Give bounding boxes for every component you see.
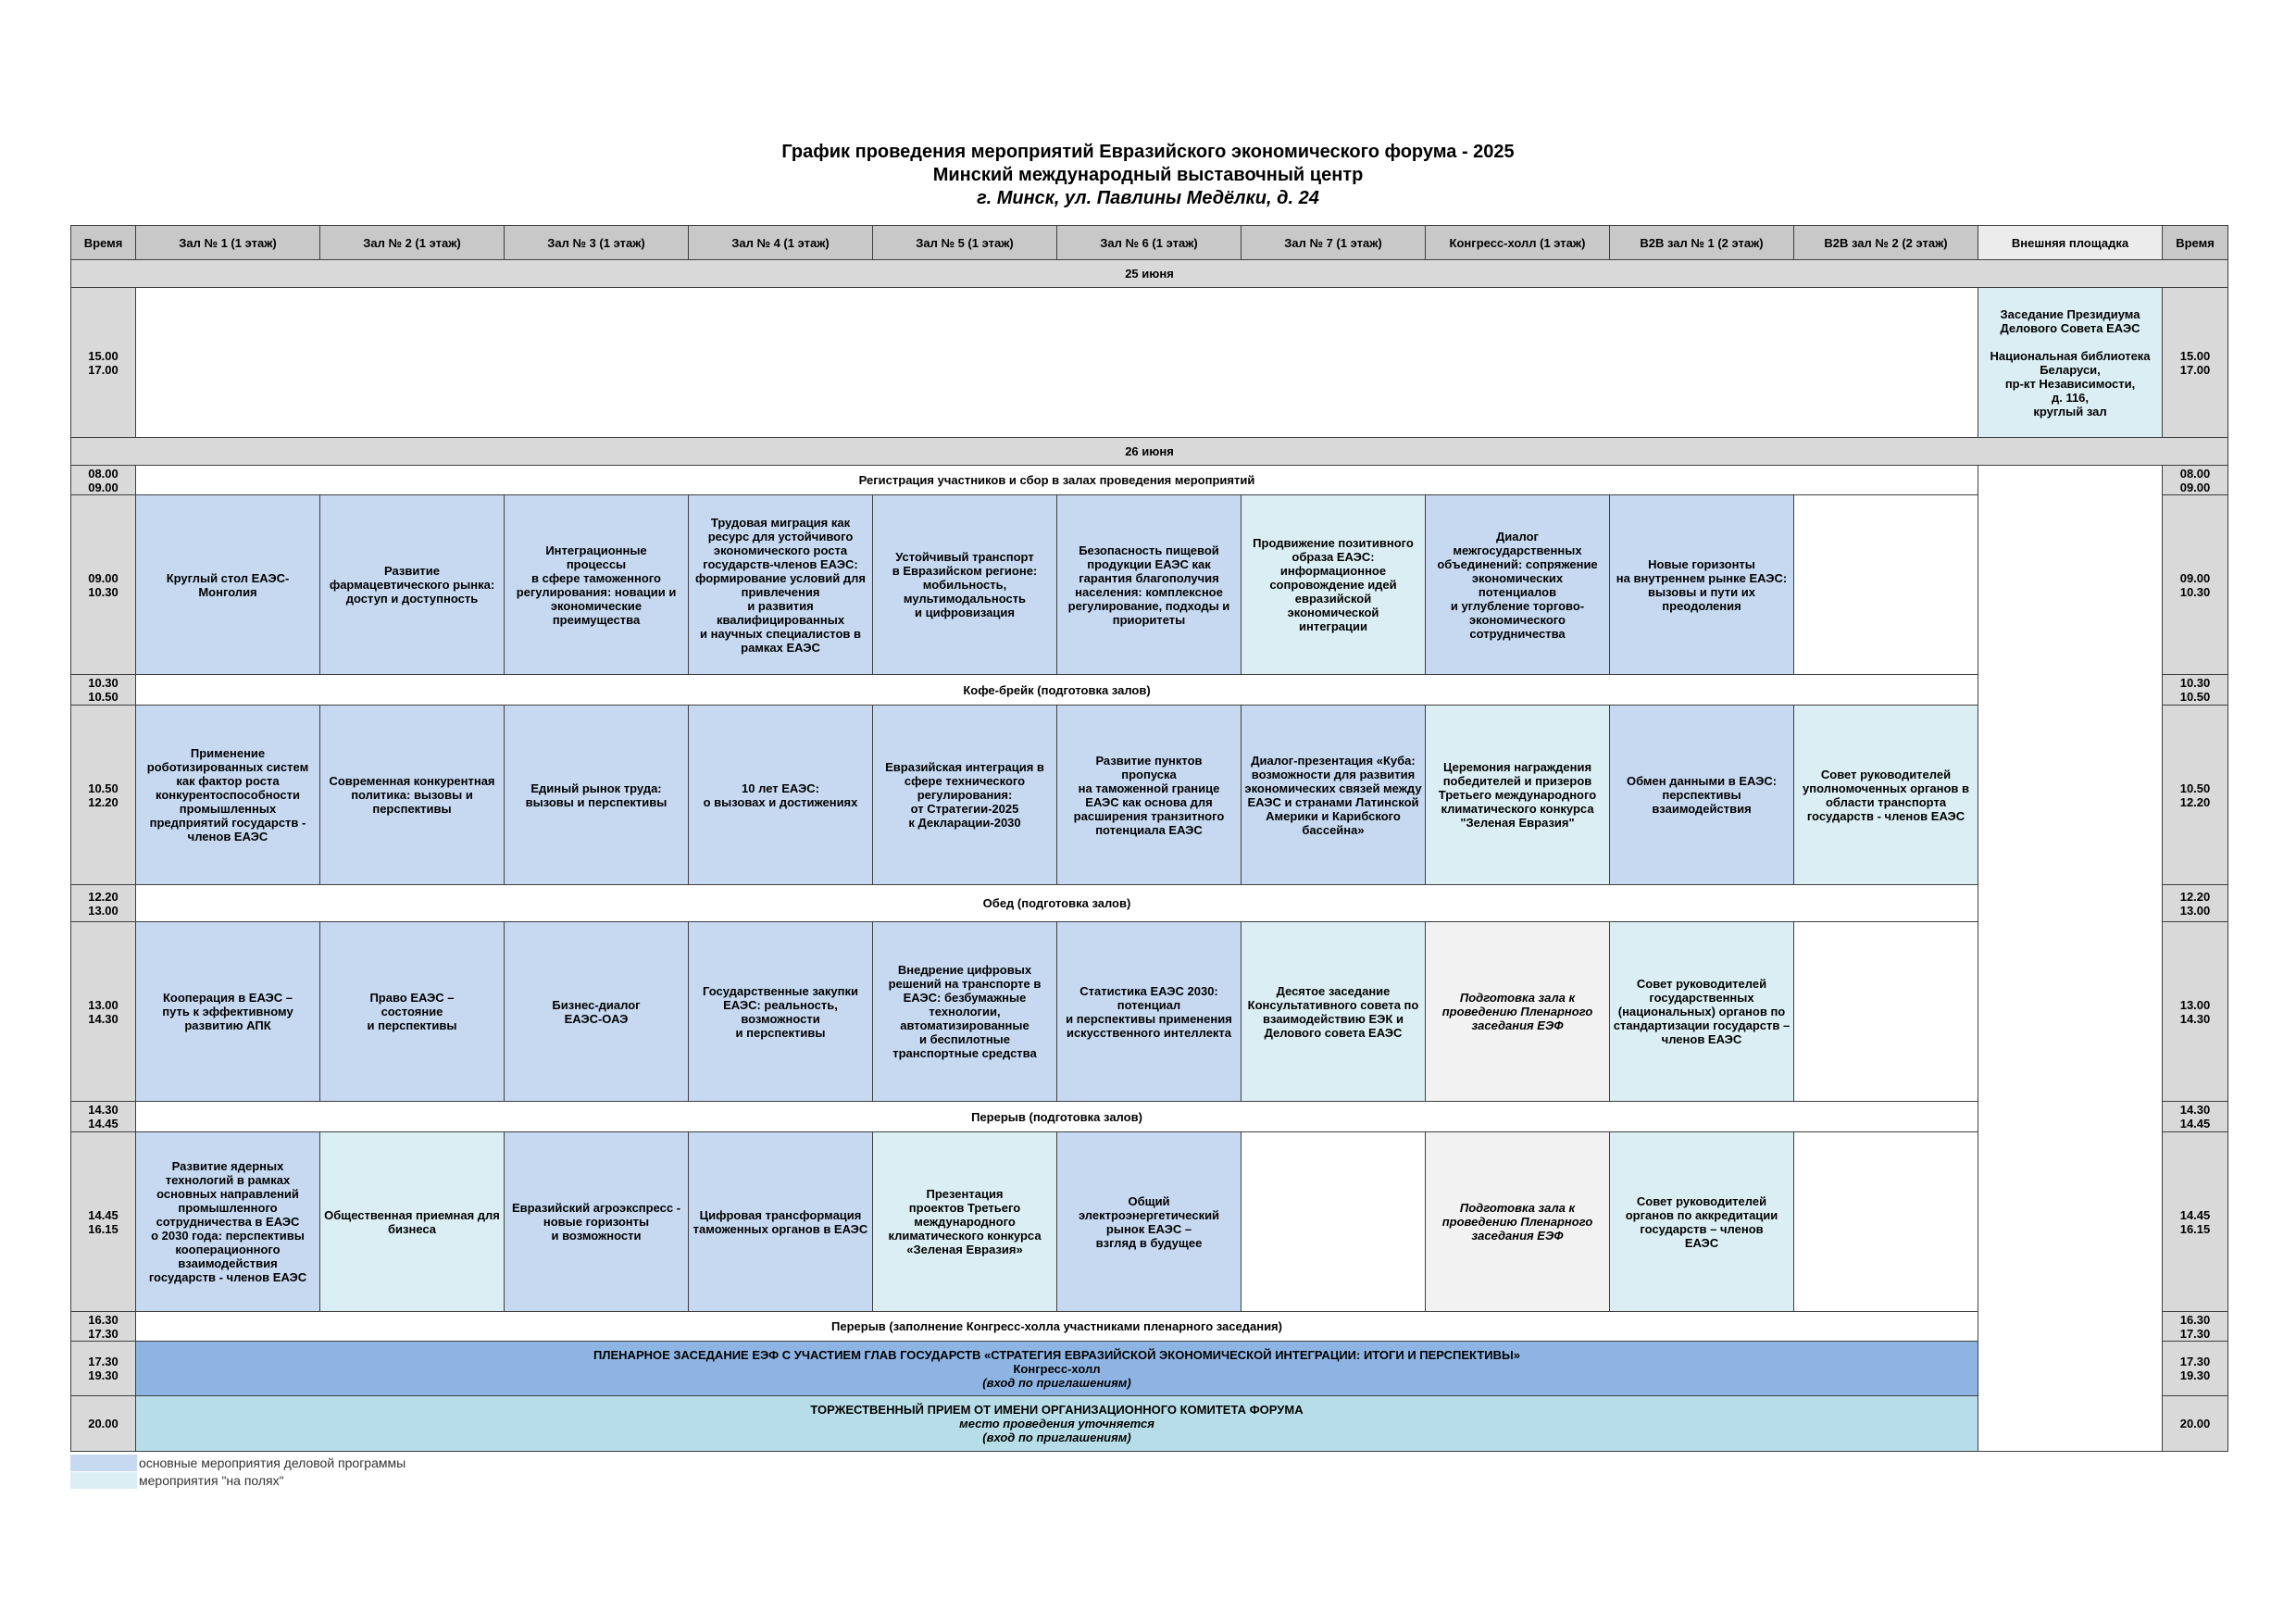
time-start: 15.00 [88, 348, 119, 363]
event-cell-empty [1242, 1132, 1426, 1312]
time-start: 17.30 [88, 1355, 119, 1368]
registration-row [71, 466, 2228, 495]
empty-slot [136, 288, 1978, 438]
legend-swatch-main [70, 1455, 137, 1471]
session-row [71, 495, 2228, 675]
schedule-table [70, 225, 2228, 1452]
time-start: 10.30 [2179, 676, 2211, 690]
time-end: 10.30 [2179, 584, 2211, 599]
time-end: 16.15 [88, 1221, 119, 1236]
event-cell: Совет руководителей органов по аккредитации государств – членов ЕАЭС [1610, 1132, 1794, 1312]
event-cell: Продвижение позитивного образа ЕАЭС: информационное сопровождение идей евразийской экономической интеграции [1242, 495, 1426, 675]
coffee-break-bar: Кофе-брейк (подготовка залов) [136, 675, 1978, 706]
header-b2b-1: B2B зал № 1 (2 этаж) [1610, 226, 1794, 260]
event-cell-preparation: Подготовка зала к проведению Пленарного заседания ЕЭФ [1426, 922, 1610, 1102]
time-start: 17.30 [2179, 1355, 2211, 1368]
plenary-note: (вход по приглашениям) [982, 1375, 1131, 1390]
reception-event [136, 1396, 1978, 1452]
time-start: 12.20 [2179, 889, 2211, 904]
time-start: 14.30 [88, 1103, 119, 1117]
time-end: 14.45 [2179, 1117, 2211, 1131]
day-row [71, 438, 2228, 466]
plenary-title: ПЛЕНАРНОЕ ЗАСЕДАНИЕ ЕЭФ С УЧАСТИЕМ ГЛАВ ГОСУДАРСТВ «СТРАТЕГИЯ ЕВРАЗИЙСКОЙ ЭКОНОМИЧЕСКОЙ ИНТЕГРАЦИИ: ИТОГИ И ПЕРСПЕКТИВЫ» [593, 1347, 1520, 1362]
event-cell: Современная конкурентная политика: вызовы и перспективы [320, 706, 505, 885]
reception-title: ТОРЖЕСТВЕННЫЙ ПРИЕМ ОТ ИМЕНИ ОРГАНИЗАЦИОННОГО КОМИТЕТА ФОРУМА [810, 1403, 1304, 1417]
break-row [71, 1102, 2228, 1132]
event-cell: Развитие пунктов пропуска на таможенной границе ЕАЭС как основа для расширения транзитного потенциала ЕАЭС [1057, 706, 1242, 885]
header-external: Внешняя площадка [1978, 226, 2163, 260]
time-cell [71, 706, 136, 885]
event-cell: Совет руководителей уполномоченных органов в области транспорта государств - членов ЕАЭС [1794, 706, 1978, 885]
time-end: 17.30 [88, 1326, 119, 1341]
lunch-bar: Обед (подготовка залов) [136, 885, 1978, 922]
event-cell: Устойчивый транспорт в Евразийском регионе: мобильность, мультимодальность и цифровизация [873, 495, 1057, 675]
legend-swatch-side [70, 1472, 137, 1489]
event-cell: Статистика ЕАЭС 2030: потенциал и перспективы применения искусственного интеллекта [1057, 922, 1242, 1102]
time-cell-right [2163, 1132, 2228, 1312]
time-start: 09.00 [2179, 570, 2211, 585]
header-time-right: Время [2163, 226, 2228, 260]
event-cell: Обмен данными в ЕАЭС: перспективы взаимодействия [1610, 706, 1794, 885]
event-cell: Развитие ядерных технологий в рамках основных направлений промышленного сотрудничества в ЕАЭС о 2030 года: перспективы кооперационного взаимодействия государств - членов ЕАЭС [136, 1132, 320, 1312]
legend-item-side [70, 1471, 406, 1489]
time-slot-row [71, 288, 2228, 438]
time-cell [71, 1342, 136, 1396]
time-cell-right [2163, 885, 2228, 922]
time-end: 09.00 [88, 480, 119, 494]
event-cell: Цифровая трансформация таможенных органов в ЕАЭС [689, 1132, 873, 1312]
event-cell: Интеграционные процессы в сфере таможенного регулирования: новации и экономические преимущества [505, 495, 689, 675]
time-start: 16.30 [88, 1312, 119, 1327]
time-cell-right [2163, 495, 2228, 675]
title-line-3: г. Минск, ул. Павлины Медёлки, д. 24 [977, 188, 1319, 208]
event-cell: Диалог-презентация «Куба: возможности для развития экономических связей между ЕАЭС и странами Латинской Америки и Карибского бассейна» [1242, 706, 1426, 885]
header-hall-3: Зал № 3 (1 этаж) [505, 226, 689, 260]
header-hall-1: Зал № 1 (1 этаж) [136, 226, 320, 260]
time-cell [71, 288, 136, 438]
day-row [71, 260, 2228, 288]
time-start: 08.00 [88, 466, 119, 481]
event-cell: Десятое заседание Консультативного совета по взаимодействию ЕЭК и Делового совета ЕАЭС [1242, 922, 1426, 1102]
event-cell-empty [1794, 495, 1978, 675]
title-line-2: Минский международный выставочный центр [932, 165, 1364, 185]
event-cell: Общественная приемная для бизнеса [320, 1132, 505, 1312]
event-cell-external: Заседание Президиума Делового Совета ЕАЭС Национальная библиотека Беларуси, пр-кт Независимости, д. 116, круглый зал [1978, 288, 2163, 438]
document-title [0, 141, 2296, 210]
time-start: 15.00 [2179, 348, 2211, 363]
session-row [71, 1132, 2228, 1312]
time-start: 14.30 [2179, 1103, 2211, 1117]
event-cell: Право ЕАЭС – состояние и перспективы [320, 922, 505, 1102]
time-end: 12.20 [2179, 794, 2211, 809]
time-end: 17.30 [2179, 1326, 2211, 1341]
time-start: 09.00 [88, 570, 119, 585]
event-cell: Совет руководителей государственных (национальных) органов по стандартизации государств – членов ЕАЭС [1610, 922, 1794, 1102]
time-cell-right [2163, 1342, 2228, 1396]
time-end: 12.20 [88, 794, 119, 809]
time-start: 10.50 [88, 781, 119, 795]
event-cell-empty [1794, 922, 1978, 1102]
time-start: 16.30 [2179, 1312, 2211, 1327]
time-cell: 20.00 [71, 1396, 136, 1452]
time-start: 13.00 [2179, 997, 2211, 1012]
event-cell: Кооперация в ЕАЭС – путь к эффективному развитию АПК [136, 922, 320, 1102]
legend-label-main: основные мероприятия деловой программы [139, 1455, 406, 1470]
event-cell: 10 лет ЕАЭС: о вызовах и достижениях [689, 706, 873, 885]
time-end: 10.30 [88, 584, 119, 599]
time-cell-right [2163, 1102, 2228, 1132]
time-start: 14.45 [88, 1207, 119, 1222]
time-cell [71, 466, 136, 495]
break-row [71, 1312, 2228, 1342]
time-cell [71, 922, 136, 1102]
event-cell: Единый рынок труда: вызовы и перспективы [505, 706, 689, 885]
external-column-empty [1978, 466, 2163, 1452]
event-cell: Круглый стол ЕАЭС-Монголия [136, 495, 320, 675]
legend-item-main [70, 1454, 406, 1471]
day-label: 25 июня [71, 260, 2228, 288]
plenary-row [71, 1342, 2228, 1396]
header-hall-4: Зал № 4 (1 этаж) [689, 226, 873, 260]
event-cell: Евразийская интеграция в сфере технического регулирования: от Стратегии-2025 к Декларации-2030 [873, 706, 1057, 885]
time-end: 17.00 [2179, 362, 2211, 377]
day-label: 26 июня [71, 438, 2228, 466]
break-bar: Перерыв (подготовка залов) [136, 1102, 1978, 1132]
time-cell [71, 1312, 136, 1342]
time-start: 10.30 [88, 676, 119, 690]
time-end: 19.30 [2179, 1368, 2211, 1382]
legend-label-side: мероприятия "на полях" [139, 1472, 284, 1488]
time-cell [71, 885, 136, 922]
time-end: 09.00 [2179, 480, 2211, 494]
time-end: 14.30 [88, 1011, 119, 1026]
event-cell: Евразийский агроэкспресс - новые горизонты и возможности [505, 1132, 689, 1312]
event-cell: Трудовая миграция как ресурс для устойчивого экономического роста государств-членов ЕАЭС: формирование условий для привлечения и развития квалифицированных и научных специалистов в рамках ЕАЭС [689, 495, 873, 675]
plenary-place: Конгресс-холл [1013, 1361, 1101, 1376]
time-start: 10.50 [2179, 781, 2211, 795]
event-cell: Новые горизонты на внутреннем рынке ЕАЭС: вызовы и пути их преодоления [1610, 495, 1794, 675]
header-hall-5: Зал № 5 (1 этаж) [873, 226, 1057, 260]
time-start: 12.20 [88, 889, 119, 904]
event-cell: Общий электроэнергетический рынок ЕАЭС – взгляд в будущее [1057, 1132, 1242, 1312]
event-cell: Внедрение цифровых решений на транспорте в ЕАЭС: безбумажные технологии, автоматизированные и беспилотные транспортные средства [873, 922, 1057, 1102]
time-cell-right [2163, 675, 2228, 706]
time-end: 10.50 [88, 690, 119, 704]
header-time: Время [71, 226, 136, 260]
time-cell [71, 675, 136, 706]
event-cell: Развитие фармацевтического рынка: доступ и доступность [320, 495, 505, 675]
time-end: 13.00 [88, 903, 119, 918]
title-line-1: График проведения мероприятий Евразийского экономического форума - 2025 [781, 142, 1515, 162]
event-cell: Безопасность пищевой продукции ЕАЭС как гарантия благополучия населения: комплексное регулирование, подходы и приоритеты [1057, 495, 1242, 675]
event-cell-empty [1794, 1132, 1978, 1312]
time-end: 16.15 [2179, 1221, 2211, 1236]
lunch-row [71, 885, 2228, 922]
time-cell-right [2163, 922, 2228, 1102]
session-row [71, 706, 2228, 885]
event-cell: Бизнес-диалог ЕАЭС-ОАЭ [505, 922, 689, 1102]
header-hall-2: Зал № 2 (1 этаж) [320, 226, 505, 260]
event-cell: Презентация проектов Третьего международного климатического конкурса «Зеленая Евразия» [873, 1132, 1057, 1312]
header-hall-6: Зал № 6 (1 этаж) [1057, 226, 1242, 260]
time-cell-right [2163, 1312, 2228, 1342]
coffee-break-row [71, 675, 2228, 706]
legend [70, 1454, 406, 1489]
header-hall-7: Зал № 7 (1 этаж) [1242, 226, 1426, 260]
event-cell: Применение роботизированных систем как фактор роста конкурентоспособности промышленных предприятий государств - членов ЕАЭС [136, 706, 320, 885]
time-cell [71, 1102, 136, 1132]
time-end: 14.45 [88, 1117, 119, 1131]
event-cell: Государственные закупки ЕАЭС: реальность, возможности и перспективы [689, 922, 873, 1102]
event-cell: Диалог межгосударственных объединений: сопряжение экономических потенциалов и углубление торгово-экономического сотрудничества [1426, 495, 1610, 675]
header-b2b-2: B2B зал № 2 (2 этаж) [1794, 226, 1978, 260]
time-end: 14.30 [2179, 1011, 2211, 1026]
time-cell [71, 495, 136, 675]
time-start: 13.00 [88, 997, 119, 1012]
break-bar: Перерыв (заполнение Конгресс-холла участниками пленарного заседания) [136, 1312, 1978, 1342]
event-cell-preparation: Подготовка зала к проведению Пленарного заседания ЕЭФ [1426, 1132, 1610, 1312]
header-congress-hall: Конгресс-холл (1 этаж) [1426, 226, 1610, 260]
plenary-session [136, 1342, 1978, 1396]
header-row [71, 226, 2228, 260]
time-start: 14.45 [2179, 1207, 2211, 1222]
reception-note: (вход по приглашениям) [982, 1430, 1131, 1444]
time-end: 13.00 [2179, 903, 2211, 918]
event-cell: Церемония награждения победителей и призеров Третьего международного климатического конкурса "Зеленая Евразия" [1426, 706, 1610, 885]
time-cell-right [2163, 288, 2228, 438]
reception-place: место проведения уточняется [959, 1417, 1154, 1430]
session-row [71, 922, 2228, 1102]
time-start: 08.00 [2179, 466, 2211, 481]
reception-row [71, 1396, 2228, 1452]
registration-bar: Регистрация участников и сбор в залах проведения мероприятий [136, 466, 1978, 495]
time-end: 17.00 [88, 362, 119, 377]
time-cell [71, 1132, 136, 1312]
time-cell-right [2163, 706, 2228, 885]
time-cell-right [2163, 466, 2228, 495]
time-cell-right: 20.00 [2163, 1396, 2228, 1452]
time-end: 10.50 [2179, 690, 2211, 704]
time-end: 19.30 [88, 1368, 119, 1382]
